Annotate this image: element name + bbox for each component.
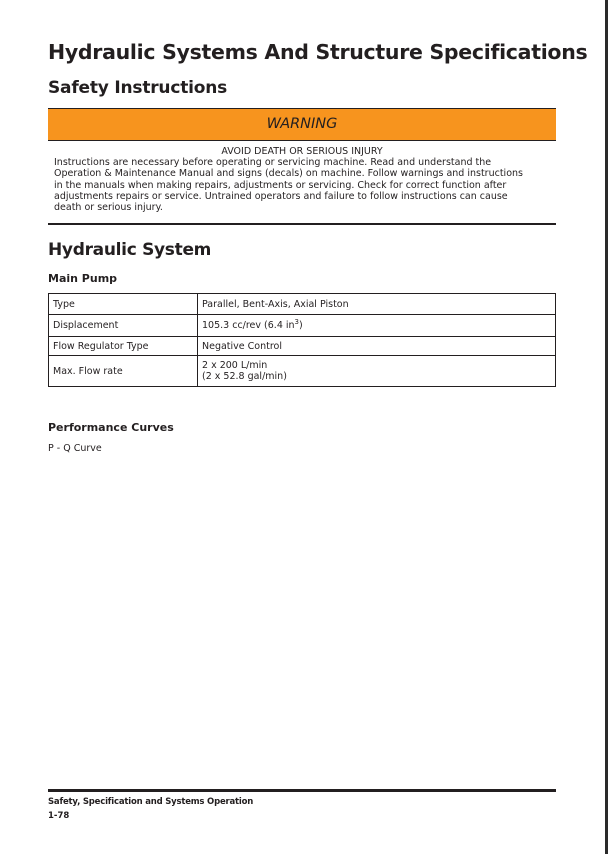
warning-line: in the manuals when making repairs, adjustments or servicing. Check for correct function after: [54, 179, 507, 191]
warning-line: death or serious injury.: [54, 202, 163, 214]
warning-line: adjustments repairs or service. Untrained operators and failure to follow instructions can cause: [54, 190, 508, 202]
table-row: [49, 294, 556, 315]
spec-key: Max. Flow rate: [49, 356, 198, 387]
spec-key: Type: [49, 294, 198, 315]
spec-value: [198, 356, 556, 387]
spec-value-suffix: ): [299, 320, 303, 331]
performance-curves-heading: Performance Curves: [48, 421, 174, 434]
table-row: [49, 337, 556, 356]
spec-key: Flow Regulator Type: [49, 337, 198, 356]
safety-heading: Safety Instructions: [48, 78, 228, 98]
warning-banner: [48, 108, 556, 141]
spec-value-line: (2 x 52.8 gal/min): [202, 371, 287, 382]
table-row: [49, 356, 556, 387]
spec-value-line: 2 x 200 L/min: [202, 360, 268, 371]
warning-text: [54, 157, 554, 213]
warning-label: WARNING: [266, 116, 338, 132]
spec-value-superscript: 3: [294, 317, 300, 326]
page-number: 1-78: [48, 811, 70, 821]
spec-key: Displacement: [49, 315, 198, 337]
spec-value-text: 105.3 cc/rev (6.4 in: [202, 320, 295, 331]
warning-divider: [48, 223, 556, 225]
footer-title: Safety, Specification and Systems Operation: [48, 797, 254, 807]
spec-value: Negative Control: [198, 337, 556, 356]
warning-line: Operation & Maintenance Manual and signs (decals) on machine. Follow warnings and instructions: [54, 168, 523, 180]
main-pump-table: [48, 293, 556, 387]
warning-subtitle: AVOID DEATH OR SERIOUS INJURY: [221, 146, 383, 157]
hydraulic-system-heading: Hydraulic System: [48, 240, 212, 260]
main-pump-heading: Main Pump: [48, 272, 118, 285]
footer-divider: [48, 789, 556, 792]
warning-line: Instructions are necessary before operating or servicing machine. Read and understand the: [54, 157, 492, 168]
table-row: [49, 315, 556, 337]
page-title: Hydraulic Systems And Structure Specifications: [48, 40, 588, 64]
spec-value: [198, 315, 556, 337]
spec-value: Parallel, Bent-Axis, Axial Piston: [198, 294, 556, 315]
pq-curve-label: P - Q Curve: [48, 443, 102, 454]
